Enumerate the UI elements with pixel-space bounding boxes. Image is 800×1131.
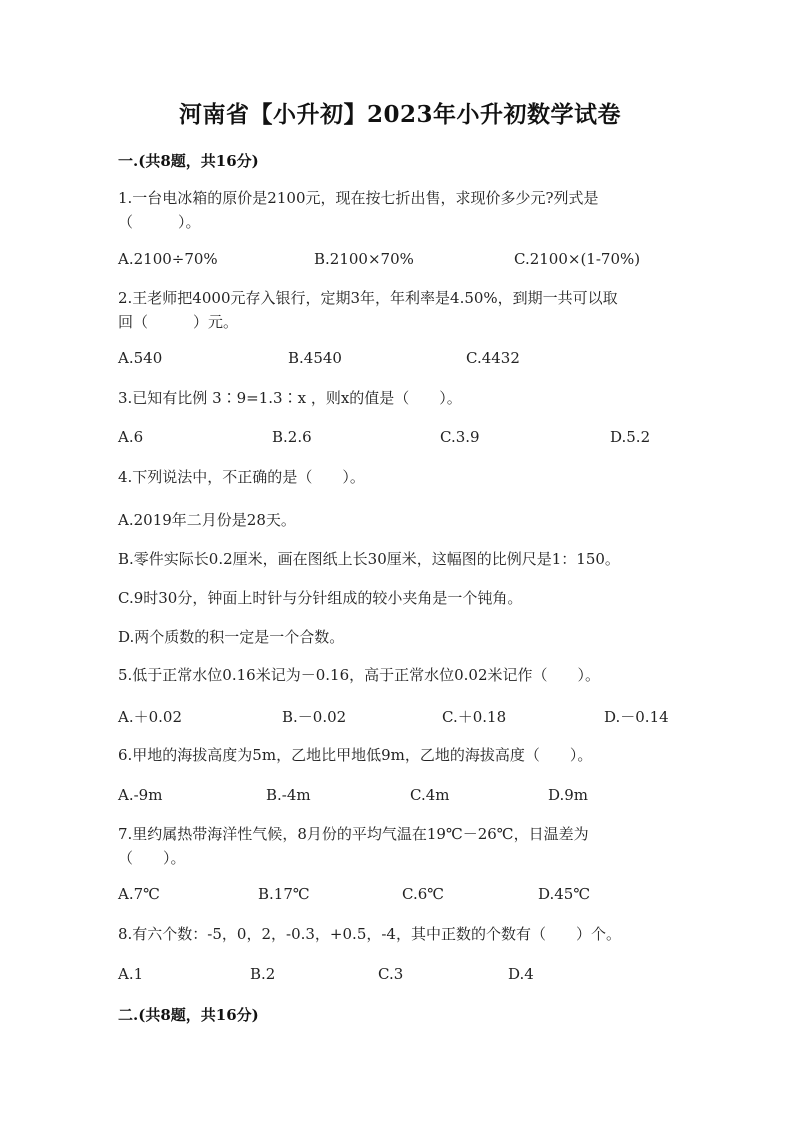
question-3-options <box>118 428 698 450</box>
question-8-option-a[interactable]: A.1 <box>118 965 144 983</box>
question-2 <box>118 286 678 334</box>
question-8 <box>118 922 678 946</box>
page-title: 河南省【小升初】2023年小升初数学试卷 <box>178 101 621 128</box>
question-4 <box>118 465 678 489</box>
section-1-heading: 一.(共8题，共16分) <box>118 152 259 170</box>
question-5 <box>118 663 678 687</box>
question-4-line-1: 4.下列说法中，不正确的是（ ）。 <box>118 468 365 486</box>
question-6-options <box>118 786 698 808</box>
question-5-option-b[interactable]: B.－0.02 <box>282 708 347 726</box>
question-2-option-c[interactable]: C.4432 <box>466 349 520 367</box>
question-4-statement-c[interactable]: C.9时30分，钟面上时针与分针组成的较小夹角是一个钝角。 <box>118 589 523 607</box>
question-3 <box>118 386 678 410</box>
question-1-line-1: 1.一台电冰箱的原价是2100元，现在按七折出售，求现价多少元?列式是 <box>118 189 599 207</box>
question-6-option-d[interactable]: D.9m <box>548 786 589 804</box>
question-4-statement-a[interactable]: A.2019年二月份是28天。 <box>118 511 296 529</box>
question-1-option-a[interactable]: A.2100÷70% <box>118 250 218 268</box>
question-8-option-d[interactable]: D.4 <box>508 965 534 983</box>
question-5-options <box>118 706 698 728</box>
question-2-options <box>118 349 698 371</box>
question-1-option-c[interactable]: C.2100×(1-70%) <box>514 250 641 268</box>
question-5-option-d[interactable]: D.－0.14 <box>604 708 669 726</box>
question-2-line-1: 2.王老师把4000元存入银行，定期3年，年利率是4.50%，到期一共可以取 <box>118 289 618 307</box>
question-6-option-c[interactable]: C.4m <box>410 786 450 804</box>
question-4-statement-b[interactable]: B.零件实际长0.2厘米，画在图纸上长30厘米，这幅图的比例尺是1：150。 <box>118 550 620 568</box>
question-8-options <box>118 965 698 987</box>
question-3-option-a[interactable]: A.6 <box>118 428 144 446</box>
question-6-option-a[interactable]: A.-9m <box>118 786 163 804</box>
question-3-option-c[interactable]: C.3.9 <box>440 428 480 446</box>
question-5-line-1: 5.低于正常水位0.16米记为－0.16，高于正常水位0.02米记作（ ）。 <box>118 666 601 684</box>
question-7 <box>118 822 678 870</box>
question-7-option-d[interactable]: D.45℃ <box>538 885 591 903</box>
question-2-line-2: 回（ ）元。 <box>118 313 239 331</box>
question-1-line-2: （ ）。 <box>118 213 201 231</box>
question-8-option-b[interactable]: B.2 <box>250 965 276 983</box>
question-2-option-b[interactable]: B.4540 <box>288 349 342 367</box>
question-3-line-1: 3.已知有比例 3∶9=1.3∶x ，则x的值是（ ）。 <box>118 389 462 407</box>
question-6-option-b[interactable]: B.-4m <box>266 786 311 804</box>
question-2-option-a[interactable]: A.540 <box>118 349 163 367</box>
question-6 <box>118 743 678 767</box>
question-7-option-c[interactable]: C.6℃ <box>402 885 445 903</box>
question-7-option-a[interactable]: A.7℃ <box>118 885 160 903</box>
question-7-line-1: 7.里约属热带海洋性气候，8月份的平均气温在19℃－26℃，日温差为 <box>118 825 589 843</box>
question-1 <box>118 186 678 234</box>
section-2-heading: 二.(共8题，共16分) <box>118 1006 259 1024</box>
question-3-option-d[interactable]: D.5.2 <box>610 428 651 446</box>
question-1-option-b[interactable]: B.2100×70% <box>314 250 414 268</box>
question-5-option-a[interactable]: A.＋0.02 <box>118 708 182 726</box>
question-8-option-c[interactable]: C.3 <box>378 965 404 983</box>
question-4-statement-d[interactable]: D.两个质数的积一定是一个合数。 <box>118 628 345 646</box>
question-3-option-b[interactable]: B.2.6 <box>272 428 312 446</box>
question-6-line-1: 6.甲地的海拔高度为5m，乙地比甲地低9m，乙地的海拔高度（ ）。 <box>118 746 593 764</box>
question-5-option-c[interactable]: C.＋0.18 <box>442 708 507 726</box>
question-7-line-2: （ ）。 <box>118 849 186 867</box>
question-8-line-1: 8.有六个数：-5，0，2，-0.3，+0.5，-4，其中正数的个数有（ ）个。 <box>118 925 621 943</box>
question-7-options <box>118 885 698 907</box>
question-1-options <box>118 250 698 272</box>
question-7-option-b[interactable]: B.17℃ <box>258 885 310 903</box>
